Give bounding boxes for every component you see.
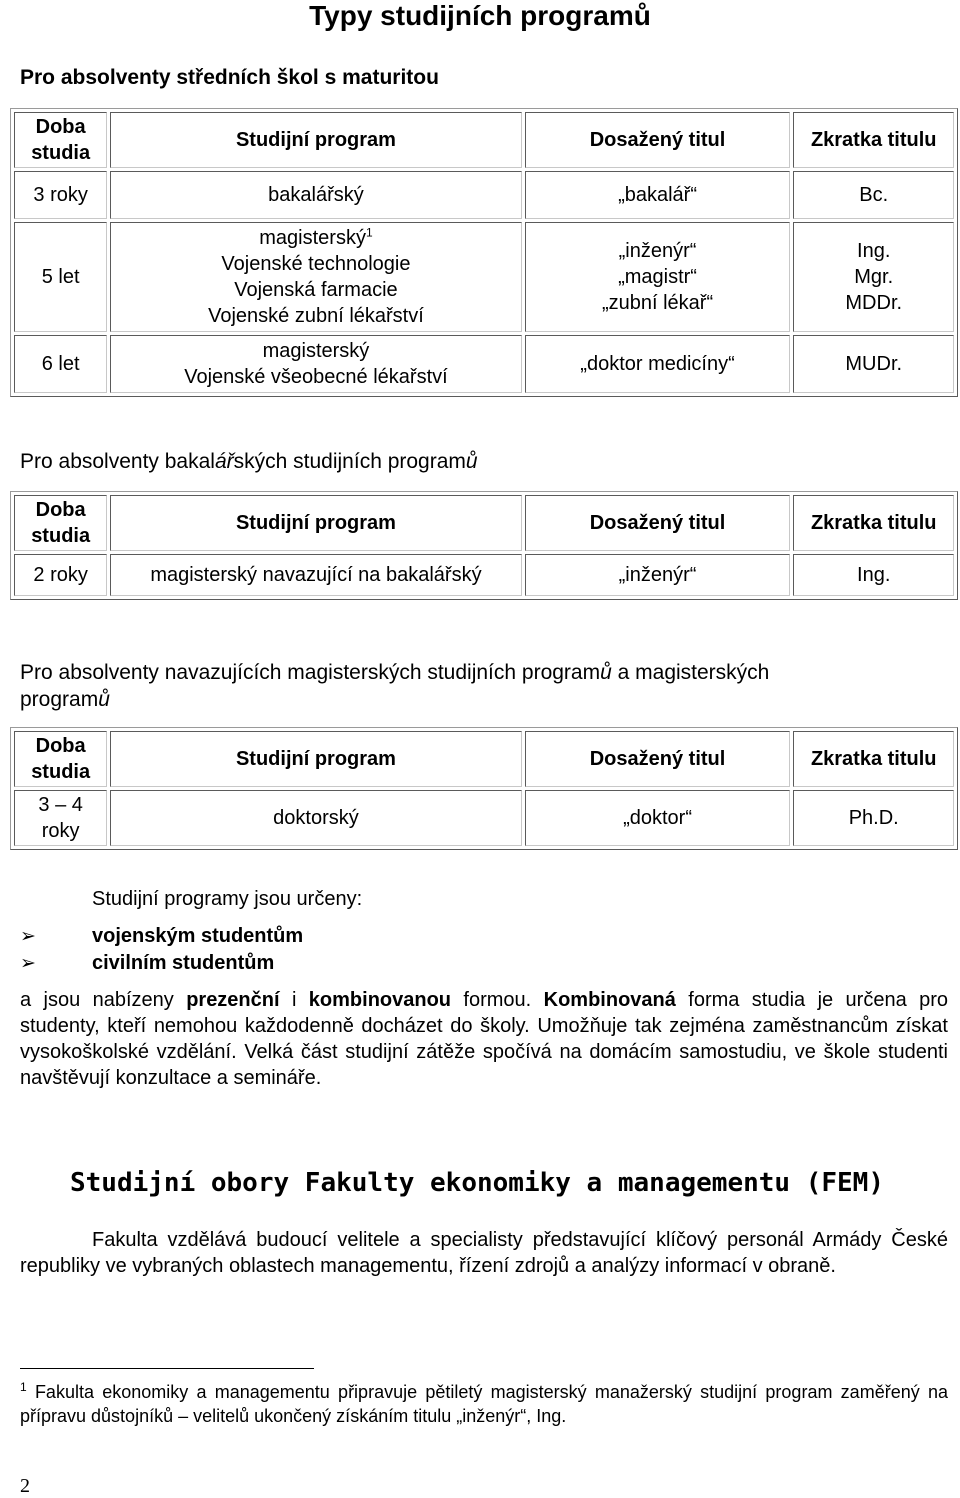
cell-titul (525, 222, 791, 332)
cell-zkratka: Ph.D. (793, 790, 954, 846)
section2-heading: Pro absolventy bakalářských studijních programů (20, 450, 478, 473)
section2-table (10, 491, 958, 600)
cell-titul: „inženýr“ (525, 554, 791, 596)
table-header-row (14, 112, 954, 168)
header-doba-studia: Doba studia (14, 731, 107, 787)
header-zkratka-titulu: Zkratka titulu (793, 731, 954, 787)
footnote-mark: 1 (20, 1380, 27, 1394)
header-dosazeny-titul: Dosažený titul (525, 495, 791, 551)
program-line: Vojenské technologie (221, 253, 411, 275)
cell-doba: 6 let (14, 335, 107, 393)
table-row (14, 171, 954, 219)
programs-intro: Studijní programy jsou určeny: (92, 888, 363, 910)
program-line: Vojenské všeobecné lékařství (184, 366, 448, 388)
zkratka-line: Mgr. (854, 266, 894, 288)
section3-table (10, 727, 958, 850)
footnote-text: Fakulta ekonomiky a managementu připravuje pětiletý magisterský manažerský studijní program zaměřený na přípravu důstojníků – velitelů ukončený získáním titulu „inženýr“, Ing. (20, 1382, 948, 1426)
header-zkratka-titulu: Zkratka titulu (793, 495, 954, 551)
list-item: ➢ civilním studentům (20, 950, 303, 977)
cell-program (110, 335, 521, 393)
zkratka-line: MDDr. (845, 292, 903, 314)
cell-titul: „bakalář“ (525, 171, 791, 219)
section1-table (10, 108, 958, 397)
cell-doba: 5 let (14, 222, 107, 332)
list-item: ➢ vojenským studentům (20, 923, 303, 950)
cell-zkratka: Ing. (793, 554, 954, 596)
program-line: magisterský (262, 340, 370, 362)
program-line: magisterský (259, 227, 366, 249)
cell-zkratka (793, 222, 954, 332)
cell-program: doktorský (110, 790, 521, 846)
titul-line: „inženýr“ (618, 240, 697, 262)
footnote-ref: 1 (365, 225, 373, 240)
section1-heading: Pro absolventy středních škol s maturitou (20, 66, 439, 89)
header-studijni-program: Studijní program (110, 731, 521, 787)
cell-program (110, 222, 521, 332)
cell-doba: 3 – 4 roky (14, 790, 107, 846)
program-line: Vojenská farmacie (234, 279, 398, 301)
fem-heading: Studijní obory Fakulty ekonomiky a managementu (FEM) (70, 1168, 884, 1198)
page-title: Typy studijních programů (309, 0, 651, 31)
cell-zkratka: Bc. (793, 171, 954, 219)
cell-titul: „doktor“ (525, 790, 791, 846)
table-row (14, 335, 954, 393)
header-dosazeny-titul: Dosažený titul (525, 112, 791, 168)
titul-line: „zubní lékař“ (601, 292, 714, 314)
cell-doba: 2 roky (14, 554, 107, 596)
zkratka-line: Ing. (857, 240, 891, 262)
fem-paragraph: Fakulta vzdělává budoucí velitele a specialisty představující klíčový personál Armády České republiky ve vybraných oblastech managementu, řízení zdrojů a analýzy informací v obraně. (20, 1229, 948, 1277)
header-zkratka-titulu: Zkratka titulu (793, 112, 954, 168)
header-studijni-program: Studijní program (110, 112, 521, 168)
footnote (20, 1380, 948, 1428)
arrow-bullet-icon: ➢ (20, 926, 36, 947)
section3-heading: Pro absolventy navazujících magisterských studijních programů a magisterských programů (20, 661, 770, 711)
study-forms-paragraph: a jsou nabízeny prezenční i kombinovanou formou. Kombinovaná forma studia je určena pro studenty, kteří nemohou každodenně docházet do školy. Umožňuje tak zejména zaměstnancům získat vysokoškolské vzdělání. Velká část studijní zátěže spočívá na domácím samostudiu, ve škole studenti navštěvují konzultace a semináře. (20, 989, 949, 1089)
table-header-row (14, 495, 954, 551)
header-studijni-program: Studijní program (110, 495, 521, 551)
cell-program: magisterský navazující na bakalářský (110, 554, 521, 596)
table-row (14, 222, 954, 332)
target-list (20, 923, 303, 977)
program-line: Vojenské zubní lékařství (208, 305, 424, 327)
cell-zkratka: MUDr. (793, 335, 954, 393)
header-doba-studia: Doba studia (14, 495, 107, 551)
header-doba-studia: Doba studia (14, 112, 107, 168)
header-dosazeny-titul: Dosažený titul (525, 731, 791, 787)
cell-doba: 3 roky (14, 171, 107, 219)
table-row (14, 554, 954, 596)
cell-titul: „doktor medicíny“ (525, 335, 791, 393)
titul-line: „magistr“ (618, 266, 697, 288)
page-number: 2 (20, 1475, 30, 1497)
arrow-bullet-icon: ➢ (20, 953, 36, 974)
table-header-row (14, 731, 954, 787)
cell-program: bakalářský (110, 171, 521, 219)
table-row (14, 790, 954, 846)
footnote-separator (20, 1368, 314, 1369)
